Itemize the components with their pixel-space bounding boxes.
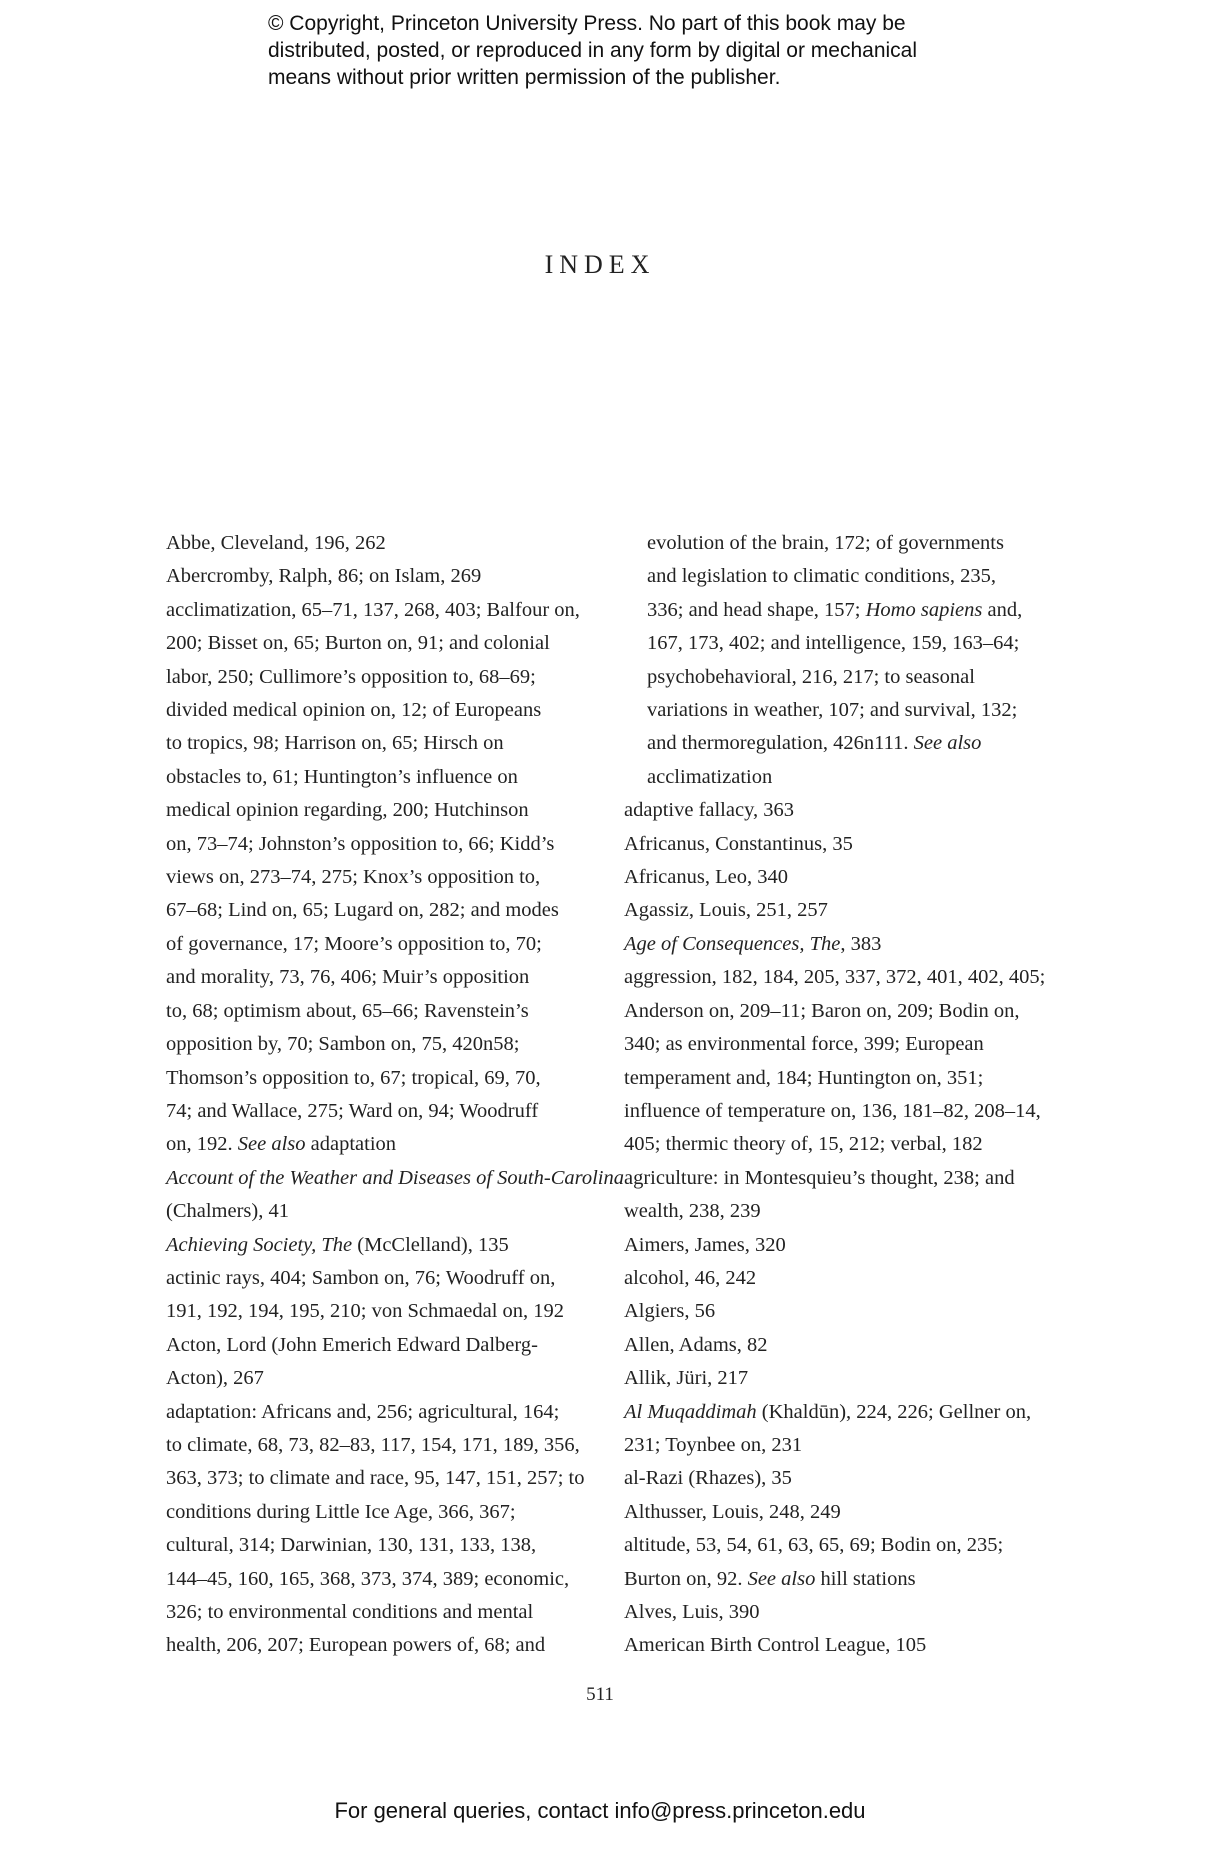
index-entry-line: adaptation: Africans and, 256; agricultural, 164; — [166, 1400, 560, 1423]
index-entry-line: Abercromby, Ralph, 86; on Islam, 269 — [166, 565, 482, 588]
index-entry-line: to climate, 68, 73, 82–83, 117, 154, 171, 189, 356, — [166, 1433, 580, 1456]
index-entry-line: evolution of the brain, 172; of governments — [647, 532, 1004, 554]
copyright-line: means without prior written permission of the publisher. — [268, 66, 781, 89]
index-entry-line: Algiers, 56 — [624, 1300, 716, 1323]
index-entry-line: 231; Toynbee on, 231 — [624, 1433, 803, 1456]
index-entry-line: on, 73–74; Johnston’s opposition to, 66; Kidd’s — [166, 832, 555, 855]
index-entry — [166, 1229, 586, 1262]
index-entry — [166, 560, 586, 593]
page-title: INDEX — [544, 250, 656, 279]
index-entry-line: alcohol, 46, 242 — [624, 1266, 757, 1289]
index-entry-line: Thomson’s opposition to, 67; tropical, 69, 70, — [166, 1066, 541, 1089]
index-entry — [166, 1396, 586, 1663]
index-entry-line: cultural, 314; Darwinian, 130, 131, 133, 138, — [166, 1534, 537, 1557]
index-entry-line: influence of temperature on, 136, 181–82, 208–14, — [624, 1099, 1041, 1122]
index-entry-line: Age of Consequences, The, 383 — [624, 932, 882, 955]
index-entry-line: of governance, 17; Moore’s opposition to, 70; — [166, 932, 542, 955]
index-entry-line: 326; to environmental conditions and mental — [166, 1601, 534, 1623]
index-entry — [624, 1496, 1054, 1529]
index-entry — [166, 1262, 586, 1329]
index-entry — [624, 1629, 1054, 1662]
index-entry-line: health, 206, 207; European powers of, 68; and — [166, 1634, 546, 1657]
index-entry-line: Africanus, Leo, 340 — [624, 866, 788, 889]
index-entry-line: to tropics, 98; Harrison on, 65; Hirsch on — [166, 732, 504, 755]
index-entry-line: psychobehavioral, 216, 217; to seasonal — [647, 665, 975, 688]
index-entry — [624, 1596, 1054, 1629]
index-entry-line: Abbe, Cleveland, 196, 262 — [166, 532, 386, 554]
index-entry — [166, 1162, 624, 1229]
index-entry — [624, 1529, 1054, 1596]
index-entry-line: Anderson on, 209–11; Baron on, 209; Bodin on, — [624, 999, 1020, 1022]
index-entry-line: 191, 192, 194, 195, 210; von Schmaedal on, 192 — [166, 1300, 565, 1323]
copyright-line: distributed, posted, or reproduced in any form by digital or mechanical — [268, 39, 918, 62]
index-entry-continuation — [624, 527, 1054, 794]
index-entry-line: opposition by, 70; Sambon on, 75, 420n58; — [166, 1033, 520, 1056]
index-entry-line: actinic rays, 404; Sambon on, 76; Woodruff on, — [166, 1266, 556, 1289]
index-entry-line: 167, 173, 402; and intelligence, 159, 163–64; — [647, 632, 1020, 655]
index-entry-line: Aimers, James, 320 — [624, 1233, 786, 1256]
index-entry — [624, 1229, 1054, 1262]
index-entry — [166, 527, 586, 560]
index-entry-line: and morality, 73, 76, 406; Muir’s opposition — [166, 966, 530, 989]
index-entry-line: on, 192. See also adaptation — [166, 1133, 397, 1156]
index-entry-line: (Chalmers), 41 — [166, 1200, 289, 1223]
index-column-right — [624, 527, 1054, 1663]
index-entry-line: Alves, Luis, 390 — [624, 1601, 760, 1623]
index-entry — [624, 1462, 1054, 1495]
index-entry — [624, 1396, 1054, 1463]
index-entry-line: Acton, Lord (John Emerich Edward Dalberg- — [166, 1333, 538, 1356]
copyright-line: © Copyright, Princeton University Press. No part of this book may be — [268, 12, 906, 35]
index-entry-line: Burton on, 92. See also hill stations — [624, 1567, 916, 1590]
index-entry — [624, 1262, 1054, 1295]
index-entry — [624, 1329, 1054, 1362]
index-entry-line: Agassiz, Louis, 251, 257 — [624, 899, 828, 922]
index-entry — [624, 794, 1054, 827]
index-entry-line: Account of the Weather and Diseases of South-Carolina — [166, 1166, 624, 1189]
index-entry-line: conditions during Little Ice Age, 366, 367; — [166, 1500, 516, 1523]
index-entry — [624, 1362, 1054, 1395]
index-entry-line: altitude, 53, 54, 61, 63, 65, 69; Bodin on, 235; — [624, 1534, 1004, 1557]
index-entry-line: acclimatization — [647, 765, 773, 788]
index-entry-line: medical opinion regarding, 200; Hutchinson — [166, 799, 529, 822]
index-entry-line: Africanus, Constantinus, 35 — [624, 832, 853, 855]
index-entry-line: Allik, Jüri, 217 — [624, 1367, 749, 1390]
index-entry-line: Allen, Adams, 82 — [624, 1333, 768, 1356]
index-entry-line: Althusser, Louis, 248, 249 — [624, 1500, 841, 1523]
index-entry-line: 74; and Wallace, 275; Ward on, 94; Woodruff — [166, 1099, 539, 1122]
index-entry-line: acclimatization, 65–71, 137, 268, 403; Balfour on, — [166, 598, 580, 621]
index-entry-line: obstacles to, 61; Huntington’s influence on — [166, 765, 518, 788]
index-entry-line: 405; thermic theory of, 15, 212; verbal, 182 — [624, 1133, 983, 1156]
index-entry-line: adaptive fallacy, 363 — [624, 799, 794, 822]
index-entry-line: wealth, 238, 239 — [624, 1200, 761, 1223]
index-entry-line: and thermoregulation, 426n111. See also — [647, 732, 982, 755]
index-entry-line: al-Razi (Rhazes), 35 — [624, 1467, 792, 1490]
index-entry-line: Al Muqaddimah (Khaldūn), 224, 226; Gellner on, — [624, 1400, 1032, 1423]
index-entry-line: views on, 273–74, 275; Knox’s opposition to, — [166, 866, 541, 889]
index-entry — [624, 1295, 1054, 1328]
index-entry-line: agriculture: in Montesquieu’s thought, 238; and — [624, 1166, 1015, 1189]
index-entry — [624, 1162, 1054, 1229]
index-entry-line: 340; as environmental force, 399; European — [624, 1033, 984, 1056]
index-entry-line: divided medical opinion on, 12; of Europeans — [166, 699, 542, 722]
index-entry-line: Achieving Society, The (McClelland), 135 — [166, 1233, 509, 1256]
index-column-left — [166, 527, 624, 1663]
page-number: 511 — [586, 1684, 614, 1705]
index-entry — [624, 928, 1054, 961]
index-entry-line: variations in weather, 107; and survival, 132; — [647, 699, 1018, 722]
index-entry — [624, 828, 1054, 861]
index-entry — [624, 961, 1054, 1161]
index-entry-line: Acton), 267 — [166, 1367, 264, 1390]
index-entry-line: 363, 373; to climate and race, 95, 147, 151, 257; to — [166, 1467, 585, 1490]
footer-contact: For general queries, contact info@press.princeton.edu — [334, 1798, 866, 1823]
index-entry — [624, 894, 1054, 927]
index-entry-line: to, 68; optimism about, 65–66; Ravenstein’s — [166, 999, 529, 1022]
index-entry-line: 336; and head shape, 157; Homo sapiens and, — [647, 598, 1023, 621]
index-entry — [166, 594, 586, 1162]
index-entry-line: 200; Bisset on, 65; Burton on, 91; and colonial — [166, 632, 550, 655]
index-entry — [166, 1329, 586, 1396]
index-entry-line: and legislation to climatic conditions, 235, — [647, 565, 997, 588]
index-entry-line: American Birth Control League, 105 — [624, 1634, 927, 1657]
index-entry-line: 67–68; Lind on, 65; Lugard on, 282; and modes — [166, 899, 559, 922]
copyright-notice — [268, 10, 1028, 91]
index-entry-line: temperament and, 184; Huntington on, 351; — [624, 1066, 984, 1089]
index-entry-line: aggression, 182, 184, 205, 337, 372, 401, 402, 405; — [624, 966, 1046, 989]
index-entry — [624, 861, 1054, 894]
index-entry-line: labor, 250; Cullimore’s opposition to, 68–69; — [166, 665, 536, 688]
index-entry-line: 144–45, 160, 165, 368, 373, 374, 389; economic, — [166, 1567, 570, 1590]
